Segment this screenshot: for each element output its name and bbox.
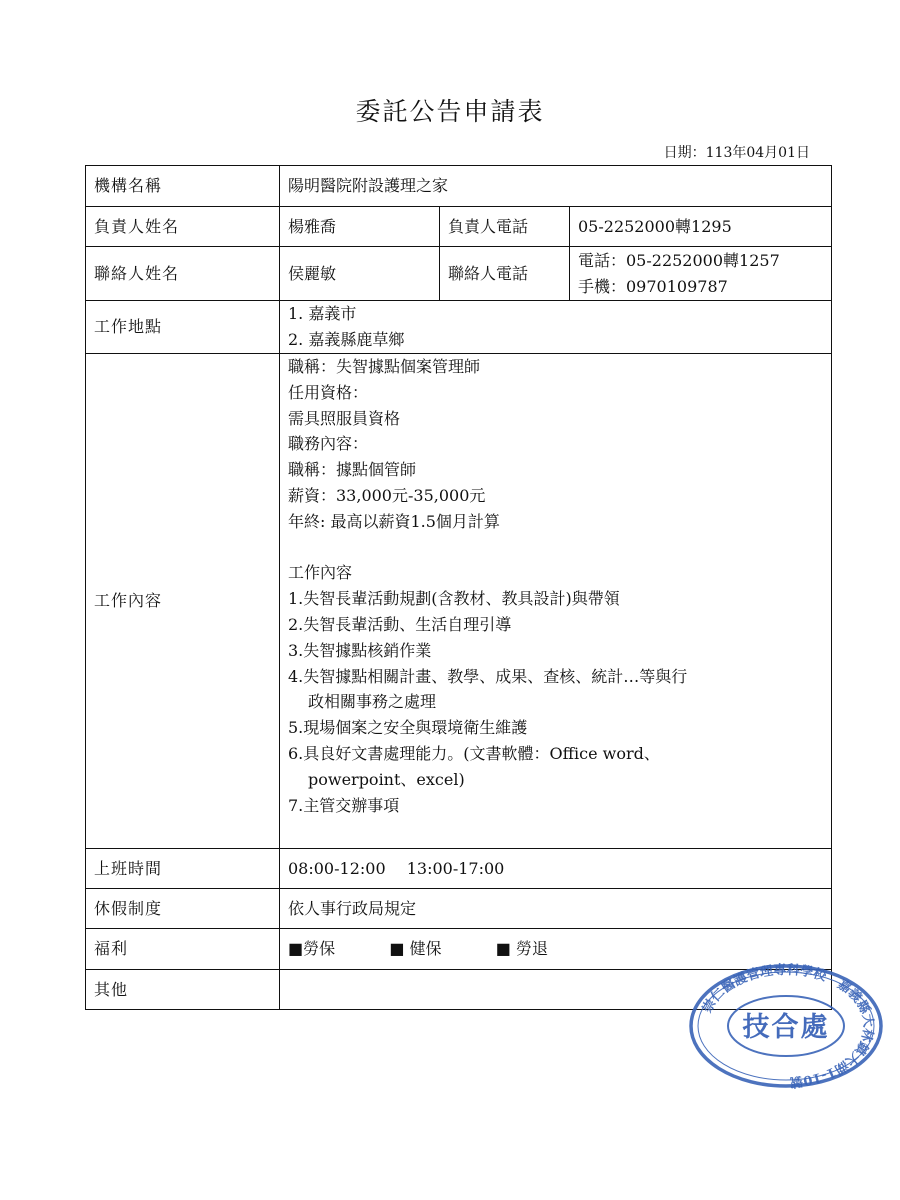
svg-text:崇仁醫護管理專科學校 嘉義縣大林鎮大湖1-10號: 崇仁醫護管理專科學校 嘉義縣大林鎮大湖1-10號 [700, 963, 876, 1089]
checked-box-icon: ■ [288, 939, 304, 958]
leave-label: 休假制度 [86, 889, 280, 929]
job-line: 任用資格： [288, 382, 369, 402]
job-line: 4.失智據點相關計畫、教學、成果、查核、統計…等與行 [288, 666, 688, 686]
benefit-pension: 勞退 [515, 939, 548, 958]
contact-phone-value [570, 247, 832, 301]
application-form-table [85, 165, 832, 1010]
row-location [86, 301, 832, 354]
job-line: 需具照服員資格 [288, 408, 401, 428]
benefits-label: 福利 [86, 929, 280, 970]
row-hours [86, 849, 832, 889]
job-line: powerpoint、excel) [308, 769, 465, 789]
row-job-content [86, 354, 832, 849]
job-line: 2.失智長輩活動、生活自理引導 [288, 614, 512, 634]
person-in-charge-phone-value: 05-2252000轉1295 [570, 207, 832, 247]
job-line: 薪資：33,000元-35,000元 [288, 485, 486, 505]
job-line: 7.主管交辦事項 [288, 795, 400, 815]
svg-text:技合處: 技合處 [742, 1012, 830, 1043]
leave-value: 依人事行政局規定 [280, 889, 832, 929]
location-value [280, 301, 832, 354]
job-line: 職稱：失智據點個案管理師 [288, 357, 481, 376]
job-line: 工作內容 [288, 563, 353, 583]
person-in-charge-phone-label: 負責人電話 [440, 207, 570, 247]
row-leave [86, 889, 832, 929]
contact-phone-line: 電話：05-2252000轉1257 [578, 250, 780, 270]
row-institution [86, 166, 832, 207]
checked-box-icon: ■ [389, 939, 405, 958]
benefit-health-insurance: 健保 [409, 939, 442, 958]
institution-label: 機構名稱 [86, 166, 280, 207]
person-in-charge-label: 負責人姓名 [86, 207, 280, 247]
row-contact [86, 247, 832, 301]
checked-box-icon: ■ [495, 939, 511, 958]
person-in-charge-value: 楊雅喬 [280, 207, 440, 247]
benefit-labor-insurance: 勞保 [303, 939, 336, 958]
job-line: 6.具良好文書處理能力。(文書軟體：Office word、 [288, 743, 660, 763]
institution-value: 陽明醫院附設護理之家 [280, 166, 832, 207]
job-line: 年終: 最高以薪資1.5個月計算 [288, 511, 500, 531]
job-line: 5.現場個案之安全與環境衛生維護 [288, 718, 528, 738]
form-date: 日期：113年04月01日 [663, 145, 810, 161]
contact-phone-label: 聯絡人電話 [440, 247, 570, 301]
contact-label: 聯絡人姓名 [86, 247, 280, 301]
job-line-blank [288, 535, 823, 561]
job-line: 政相關事務之處理 [308, 692, 437, 712]
job-line: 1.失智長輩活動規劃(含教材、教具設計)與帶領 [288, 589, 620, 609]
job-content-value [280, 354, 832, 849]
contact-value: 侯麗敏 [280, 247, 440, 301]
hours-label: 上班時間 [86, 849, 280, 889]
contact-mobile-line: 手機：0970109787 [578, 276, 728, 296]
location-line: 2. 嘉義縣鹿草鄉 [288, 330, 405, 349]
job-line: 職稱：據點個管師 [288, 460, 417, 480]
form-title: 委託公告申請表 [355, 97, 545, 126]
other-label: 其他 [86, 970, 280, 1010]
location-label: 工作地點 [86, 301, 280, 354]
job-line: 3.失智據點核銷作業 [288, 640, 432, 660]
job-line: 職務內容： [288, 434, 369, 454]
official-seal-stamp [688, 963, 884, 1089]
location-line: 1. 嘉義市 [288, 304, 357, 323]
row-person-in-charge [86, 207, 832, 247]
hours-value: 08:00-12:00 13:00-17:00 [280, 849, 832, 889]
job-content-label: 工作內容 [86, 354, 280, 849]
